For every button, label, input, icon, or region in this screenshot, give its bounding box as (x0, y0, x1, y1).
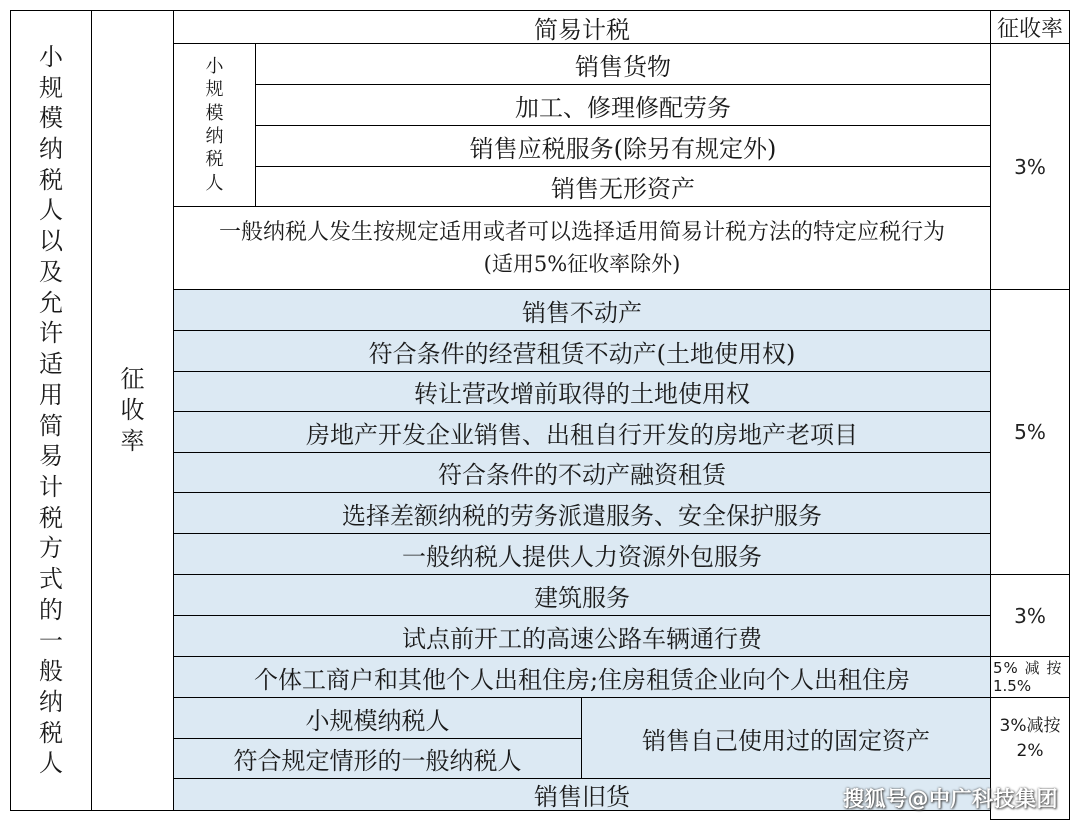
row-construction-services: 建筑服务 (173, 574, 991, 616)
left-title-char: 一 (39, 626, 63, 655)
small-taxpayer-char: 税 (205, 149, 224, 171)
small-taxpayer-char: 人 (205, 172, 224, 194)
row-old-real-estate-projects: 房地产开发企业销售、出租自行开发的房地产老项目 (173, 411, 991, 453)
row-sale-real-estate: 销售不动产 (173, 289, 991, 331)
left-title-char: 人 (39, 749, 63, 778)
row-qualified-general-taxpayer: 符合规定情形的一般纳税人 (173, 738, 582, 779)
left-title-char: 简 (39, 411, 63, 440)
left-title-char: 式 (39, 565, 63, 594)
left-title-char: 计 (39, 472, 63, 501)
left-title-char: 方 (39, 534, 63, 563)
left-title-char: 模 (39, 104, 63, 133)
row-general-taxpayer-specific: 一般纳税人发生按规定适用或者可以选择适用简易计税方法的特定应税行为 (适用5%征收率除外) (173, 206, 991, 290)
watermark-text: 搜狐号@中广科技集团 (843, 787, 1058, 811)
small-taxpayer-char: 小 (205, 55, 224, 77)
rate-group-3: 3% (990, 574, 1070, 657)
left-title-char: 般 (39, 657, 63, 686)
row-hr-outsourcing: 一般纳税人提供人力资源外包服务 (173, 533, 991, 575)
rate-group-4: 5% 减 按 1.5% (990, 656, 1070, 698)
rate-group-1: 3% (990, 43, 1070, 290)
left-title-char: 小 (39, 42, 63, 71)
rate-header: 征收率 (990, 10, 1070, 44)
rate-group-2: 5% (990, 289, 1070, 575)
row-sale-goods: 销售货物 (255, 43, 991, 85)
left-title-char: 税 (39, 718, 63, 747)
left-title-char: 许 (39, 319, 63, 348)
left-title-cell (10, 10, 92, 811)
rate-column-title-cell (91, 10, 174, 811)
small-taxpayer-label (173, 43, 256, 207)
left-title-char: 人 (39, 196, 63, 225)
left-title-char: 适 (39, 350, 63, 379)
small-taxpayer-char: 规 (205, 79, 224, 101)
rate-group-5: 3%减按 2% (990, 697, 1070, 820)
row-taxable-services: 销售应税服务(除另有规定外) (255, 125, 991, 167)
left-title-char: 税 (39, 165, 63, 194)
rate-column-title-char: 率 (120, 426, 145, 455)
rate-column-title-char: 征 (120, 365, 145, 394)
left-title-char: 规 (39, 73, 63, 102)
left-title-char: 纳 (39, 135, 63, 164)
row-intangible-assets: 销售无形资产 (255, 166, 991, 207)
left-title-char: 纳 (39, 687, 63, 716)
row-operating-lease: 符合条件的经营租赁不动产(土地使用权) (173, 330, 991, 372)
row-processing-repair: 加工、修理修配劳务 (255, 84, 991, 126)
small-taxpayer-char: 纳 (205, 126, 224, 147)
row-labor-dispatch: 选择差额纳税的劳务派遣服务、安全保护服务 (173, 492, 991, 534)
small-taxpayer-char: 模 (205, 102, 224, 124)
left-title-char: 税 (39, 503, 63, 532)
header-title: 简易计税 (173, 10, 991, 44)
row-used-fixed-assets: 销售自己使用过的固定资产 (581, 697, 991, 779)
row-highway-toll: 试点前开工的高速公路车辆通行费 (173, 615, 991, 657)
left-title-char: 用 (39, 380, 63, 409)
left-title-char: 以 (39, 227, 63, 256)
left-title-char: 易 (39, 442, 63, 471)
rate-column-title-char: 收 (120, 396, 145, 425)
left-title-char: 允 (39, 288, 63, 317)
row-small-scale-taxpayer: 小规模纳税人 (173, 697, 582, 739)
row-finance-lease: 符合条件的不动产融资租赁 (173, 452, 991, 493)
row-land-use-right: 转让营改增前取得的土地使用权 (173, 371, 991, 412)
left-title-char: 及 (39, 257, 63, 286)
row-housing-rental: 个体工商户和其他个人出租住房;住房租赁企业向个人出租住房 (173, 656, 991, 698)
row-used-goods: 销售旧货 (173, 778, 991, 811)
left-title-char: 的 (39, 595, 63, 624)
